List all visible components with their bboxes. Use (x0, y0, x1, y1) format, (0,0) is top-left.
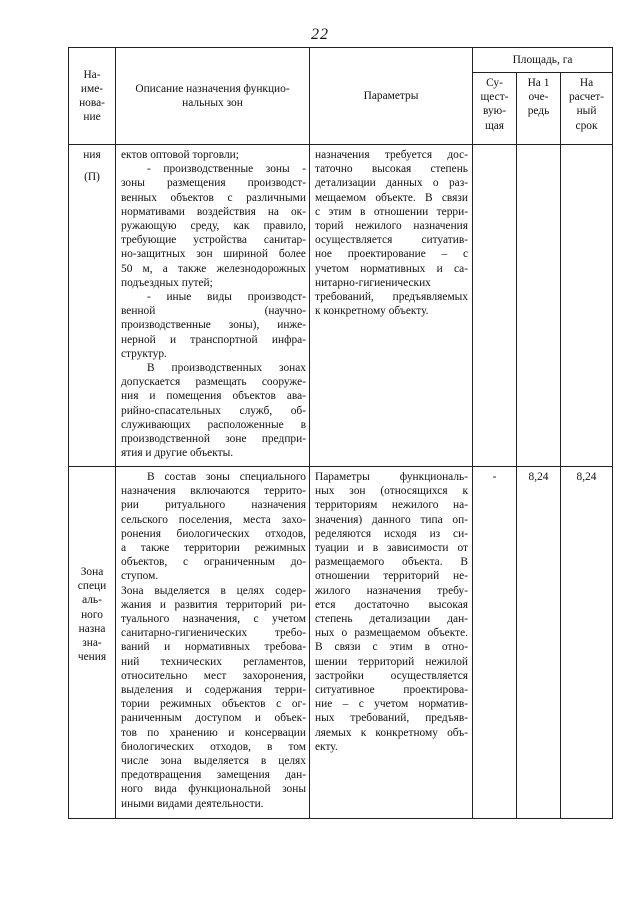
zone-name-line: ния (83, 149, 101, 161)
text-line: раниченным доступом и объек- (121, 712, 306, 725)
text-line: таточно высокая степень (315, 163, 468, 176)
zone-parameters-industrial (310, 145, 473, 467)
text-line: име- (80, 82, 104, 95)
text-line: к конкретному объекту. (315, 305, 429, 318)
text-line: ние (83, 111, 101, 124)
text-line: В производственных зонах (147, 362, 306, 375)
text-line: На- (83, 68, 101, 81)
area-existing-industrial (473, 145, 517, 467)
text-line: оче- (528, 91, 549, 104)
text-line: ное проектирование – с (315, 248, 468, 261)
text-line: рии ритуального назначения (121, 499, 306, 512)
text-line: ного (81, 608, 103, 621)
area-first-stage-industrial (517, 145, 561, 467)
text-line: ектов оптовой торговли; (121, 149, 239, 161)
text-line: жания и развития территорий ри- (121, 598, 306, 611)
header-parameters: Параметры (310, 48, 473, 145)
text-line: ваний и нормативных требова- (121, 641, 306, 654)
text-line: с этим в отношении терри- (315, 205, 468, 218)
text-line: назначения включаются террито- (121, 485, 306, 498)
text-line: зоны размещения производст- (121, 177, 306, 190)
text-line: рийно-спасательных служб, об- (121, 404, 306, 417)
text-line: территориям нежилого на- (315, 499, 468, 512)
text-line: биологических отходов, в том (121, 740, 306, 753)
text-line: ных зон (относящихся к (315, 485, 468, 498)
text-line: мещаемом объекте. В связи (315, 191, 468, 204)
text-line: жилого назначения требу- (315, 584, 468, 597)
text-line: а также территории режимных (121, 542, 306, 555)
text-line: тов по хранению и консервации (121, 726, 306, 739)
text-line: ется достаточно высокая (315, 598, 468, 611)
text-line: относительно мест захоронения, (121, 669, 306, 682)
text-line: щая (484, 119, 505, 132)
text-line: ного вида функциональной зоны (121, 783, 306, 796)
header-area: Площадь, га (473, 48, 613, 73)
area-first-stage-special: 8,24 (517, 467, 561, 819)
text-line: екту. (315, 740, 338, 753)
text-line: санитарно-гигиенических требо- (121, 627, 306, 640)
text-line: На (579, 77, 594, 89)
text-line: шении территорий нежилой (315, 655, 468, 668)
text-line: туального назначения, с учетом (121, 613, 306, 626)
text-line: аль- (82, 594, 102, 607)
text-line: производственные зоны), инже- (121, 319, 306, 332)
text-line: венной (научно- (121, 305, 306, 318)
text-line: Параметры функциональ- (315, 471, 468, 483)
text-line: допускается размещать сооруже- (121, 376, 306, 389)
text-line: Су- (486, 77, 503, 89)
text-line: нерной и транспортной инфра- (121, 333, 306, 346)
text-line: ступом. (121, 570, 159, 583)
text-line: ния и помещения объектов ава- (121, 390, 306, 403)
text-line: расчет- (568, 91, 605, 104)
zone-description-special (116, 467, 310, 819)
text-line: ных требований, предъяв- (315, 712, 468, 725)
text-line: выделения и содержания терри- (121, 684, 306, 697)
text-line: детализации данных о раз- (315, 177, 468, 190)
text-line: требований, предъявляемых (315, 291, 468, 304)
area-existing-special: - (473, 467, 517, 819)
text-line: 50 м, а также железнодорожных (121, 262, 306, 275)
text-line: зна- (82, 637, 102, 650)
text-line: учетом нормативных и са- (315, 262, 468, 275)
zone-parameters-special (310, 467, 473, 819)
table-row-industrial (69, 145, 613, 467)
text-line: объектов, с ограниченным до- (121, 556, 306, 569)
text-line: торий нежилого назначения (315, 220, 468, 233)
text-line: чения (77, 651, 107, 664)
text-line: нитарно-гигиенических (315, 276, 431, 289)
area-settlement-industrial (561, 145, 613, 467)
text-line: нальных зон (182, 97, 243, 109)
header-existing (473, 73, 517, 145)
text-line: венных объектов с различными (121, 191, 306, 204)
zone-description-industrial (116, 145, 310, 467)
text-line: Зона выделяется в целях содер- (121, 584, 306, 597)
text-line: специ (77, 580, 107, 593)
text-line: но-защитных зон шириной более (121, 248, 306, 261)
text-line: Зона (80, 566, 104, 578)
text-line: требующие устройства санитар- (121, 234, 306, 247)
text-line: ных о размещаемом объекте. (315, 627, 468, 640)
text-line: производственной зоне предпри- (121, 433, 306, 446)
zones-table (68, 47, 613, 819)
text-line: На 1 (527, 77, 550, 89)
zone-name-industrial (69, 145, 116, 467)
header-first-stage (517, 73, 561, 145)
header-settlement (561, 73, 613, 145)
text-line: - иные виды производст- (147, 291, 306, 304)
text-line: нормативами воздействия на ок- (121, 205, 306, 218)
text-line: ружающую среду, как правило, (121, 220, 306, 233)
text-line: ний технических регламентов, (121, 655, 306, 668)
text-line: назначения требуется дос- (315, 149, 468, 161)
text-line: размещаемого объекта. В (315, 556, 468, 569)
text-line: ситуативное проектирова- (315, 684, 468, 697)
page-number: 22 (311, 26, 329, 43)
text-line: туации и в зависимости от (315, 542, 468, 555)
text-line: нова- (79, 97, 105, 109)
text-line: иными видами деятельности. (121, 797, 264, 810)
text-line: подъездных путей; (121, 276, 213, 289)
text-line: застройки осуществляется (315, 669, 468, 682)
text-line: Описание назначения функцио- (135, 82, 290, 95)
text-line: служивающих расположенные в (121, 418, 306, 431)
text-line: ятия и другие объекты. (121, 447, 234, 460)
text-line: - производственные зоны - (147, 163, 306, 176)
text-line: числе зона выделяется в целях (121, 755, 306, 768)
text-line: ние – с учетом норматив- (315, 698, 468, 711)
text-line: степень детализации дан- (315, 613, 468, 626)
text-line: ляемых к конкретному объ- (315, 726, 468, 739)
text-line: щест- (480, 91, 509, 104)
header-name (69, 48, 116, 145)
text-line: ронения биологических отходов, (121, 527, 306, 540)
text-line: назна (78, 622, 106, 635)
text-line: сельского поселения, места захо- (121, 513, 306, 526)
table-row-special (69, 467, 613, 819)
text-line: редь (527, 105, 550, 118)
text-line: В состав зоны специального (147, 471, 306, 483)
text-line: значения) данного типа оп- (315, 513, 468, 526)
text-line: структур. (121, 347, 167, 360)
text-line: вую- (483, 105, 506, 118)
area-settlement-special: 8,24 (561, 467, 613, 819)
text-line: отношении территорий не- (315, 570, 468, 583)
text-line: ределяются исходя из си- (315, 527, 468, 540)
text-line: ный (576, 105, 597, 118)
header-description (116, 48, 310, 145)
text-line: тории режимных объектов с ог- (121, 698, 306, 711)
zone-name-code: (П) (84, 171, 100, 184)
text-line: срок (575, 119, 598, 132)
text-line: предотвращения замещения дан- (121, 769, 306, 782)
text-line: В связи с этим в отно- (315, 641, 468, 654)
zone-name-special (69, 467, 116, 819)
text-line: осуществляется ситуатив- (315, 234, 468, 247)
header-row-1 (69, 48, 613, 73)
